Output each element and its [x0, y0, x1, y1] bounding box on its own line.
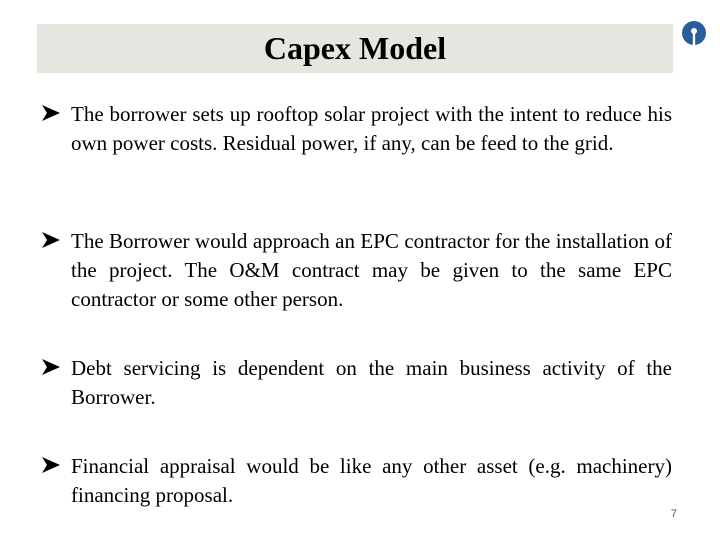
arrow-bullet-icon — [42, 457, 60, 473]
bullet-text: Debt servicing is dependent on the main business activity of the Borrower. — [71, 356, 672, 409]
page-number: 7 — [670, 508, 677, 520]
page-title: Capex Model — [263, 30, 447, 66]
sbi-keyhole-logo-icon — [681, 20, 707, 46]
bullet-text: Financial appraisal would be like any other asset (e.g. machinery) financing proposal. — [71, 454, 672, 507]
arrow-bullet-icon — [42, 359, 60, 375]
bullet-text: The Borrower would approach an EPC contractor for the installation of the project. The O&M contract may be given to the same EPC contractor or some other person. — [71, 229, 672, 311]
bullet-text: The borrower sets up rooftop solar project with the intent to reduce his own power costs. Residual power, if any, can be feed to the grid. — [71, 102, 672, 155]
list-item — [42, 452, 672, 510]
arrow-bullet-icon — [42, 105, 60, 121]
list-item — [42, 354, 672, 412]
list-item — [42, 227, 672, 314]
title-bar — [37, 24, 673, 73]
list-item — [42, 100, 672, 158]
arrow-bullet-icon — [42, 232, 60, 248]
